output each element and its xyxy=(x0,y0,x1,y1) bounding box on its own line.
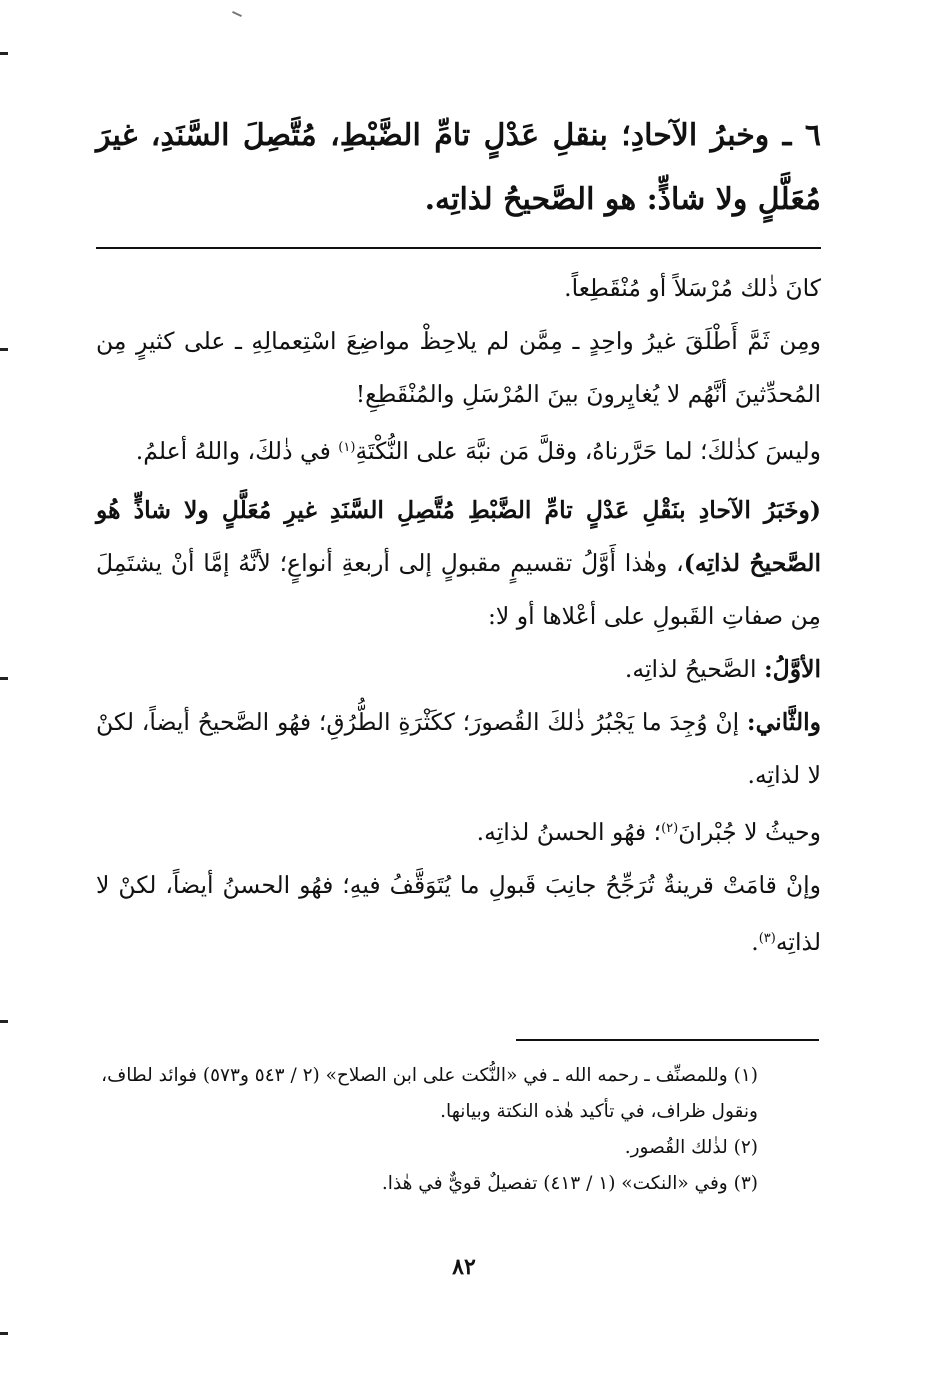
quoted-matn: (وخَبَرُ الآحادِ بنَقْلِ عَدْلٍ تامِّ الضَّبْطِ مُتَّصِلِ السَّنَدِ غيرِ مُعَلَّلٍ ولا شاذٍّ هُو الصَّحيحُ لذاتِه) xyxy=(96,496,821,577)
page-number: ٨٢ xyxy=(452,1254,476,1280)
commentary-paragraph xyxy=(96,859,821,969)
footnote-item: (٢) لذٰلك القُصور. xyxy=(624,1137,758,1158)
commentary-paragraph xyxy=(96,696,821,802)
paragraph-text: وحيثُ لا جُبْرانَ xyxy=(678,818,821,846)
margin-mark xyxy=(0,348,8,351)
paragraph-text: وإنْ قامَتْ قرينةٌ تُرَجِّحُ جانِبَ قَبولِ ما يُتَوَقَّفُ فيهِ؛ فهُو الحسنُ أيضاً، لكنْ لا لذاتِه xyxy=(96,871,821,956)
footnote-ref[interactable]: (٣) xyxy=(758,931,776,946)
margin-mark xyxy=(0,1020,8,1023)
footnote-ref[interactable]: (٢) xyxy=(661,821,679,836)
paragraph-text: وليسَ كذٰلكَ؛ لما حَرَّرناهُ، وقلَّ مَن نبَّهَ على النُّكْتَةِ xyxy=(355,437,821,465)
footnote-item: (٣) وفي «النكت» (١ / ٤١٣) تفصيلٌ قويٌّ في هٰذا. xyxy=(381,1173,758,1194)
item-label: الأوَّلُ: xyxy=(763,655,821,683)
commentary-text xyxy=(96,262,821,969)
matn-rule-text: ٦ ـ وخبرُ الآحادِ؛ بنقلِ عَدْلٍ تامِّ الضَّبْطِ، مُتَّصِلَ السَّنَدِ، غيرَ مُعَلَّلٍ ولا شاذٍّ: هو الصَّحيحُ لذاتِه. xyxy=(96,118,821,217)
commentary-paragraph: كانَ ذٰلك مُرْسَلاً أو مُنْقَطِعاً. xyxy=(564,274,821,302)
margin-mark xyxy=(0,1332,8,1335)
commentary-paragraph xyxy=(96,421,821,478)
footnote-ref[interactable]: (١) xyxy=(338,440,356,455)
scan-speck xyxy=(232,11,242,17)
item-label: والثَّاني: xyxy=(746,708,821,736)
paragraph-text: ، وهٰذا أَوَّلُ تقسيمٍ مقبولٍ إلى أربعةِ أنواعٍ؛ لأنَّهُ إمَّا أنْ يشتَمِلَ مِن صفاتِ القَبولِ على أعْلاها أو لا: xyxy=(96,549,821,630)
paragraph-text: . xyxy=(751,928,759,956)
commentary-paragraph: ومِن ثَمَّ أَطْلَقَ غيرُ واحِدٍ ـ مِمَّن لم يلاحِظْ مواضِعَ اسْتِعمالِهِ ـ على كثيرٍ مِن المُحدِّثينَ أنَّهُم لا يُغايِرونَ بينَ المُرْسَلِ والمُنْقَطِعِ! xyxy=(96,327,821,408)
paragraph-text: في ذٰلكَ، واللهُ أعلمُ. xyxy=(135,437,339,465)
commentary-paragraph xyxy=(96,802,821,859)
paragraph-text: إنْ وُجِدَ ما يَجْبُرُ ذٰلكَ القُصورَ؛ ككَثْرَةِ الطُّرُقِ؛ فهُو الصَّحيحُ أيضاً، لكنْ لا لذاتِه. xyxy=(96,708,821,789)
margin-mark xyxy=(0,52,8,55)
section-divider xyxy=(96,247,821,249)
margin-mark xyxy=(0,677,8,680)
paragraph-text: ؛ فهُو الحسنُ لذاتِه. xyxy=(476,818,662,846)
paragraph-text: الصَّحيحُ لذاتِه. xyxy=(624,655,764,683)
footnote-item: (١) وللمصنِّف ـ رحمه الله ـ في «النُّكت على ابن الصلاح» (٢ / ٥٤٣ و٥٧٣) فوائد لطاف، ونقول ظراف، في تأكيد هٰذه النكتة وبيانها. xyxy=(101,1065,758,1122)
commentary-paragraph xyxy=(96,643,821,696)
commentary-paragraph xyxy=(96,484,821,643)
footnote-divider xyxy=(516,1039,819,1041)
footnotes xyxy=(96,1058,758,1202)
